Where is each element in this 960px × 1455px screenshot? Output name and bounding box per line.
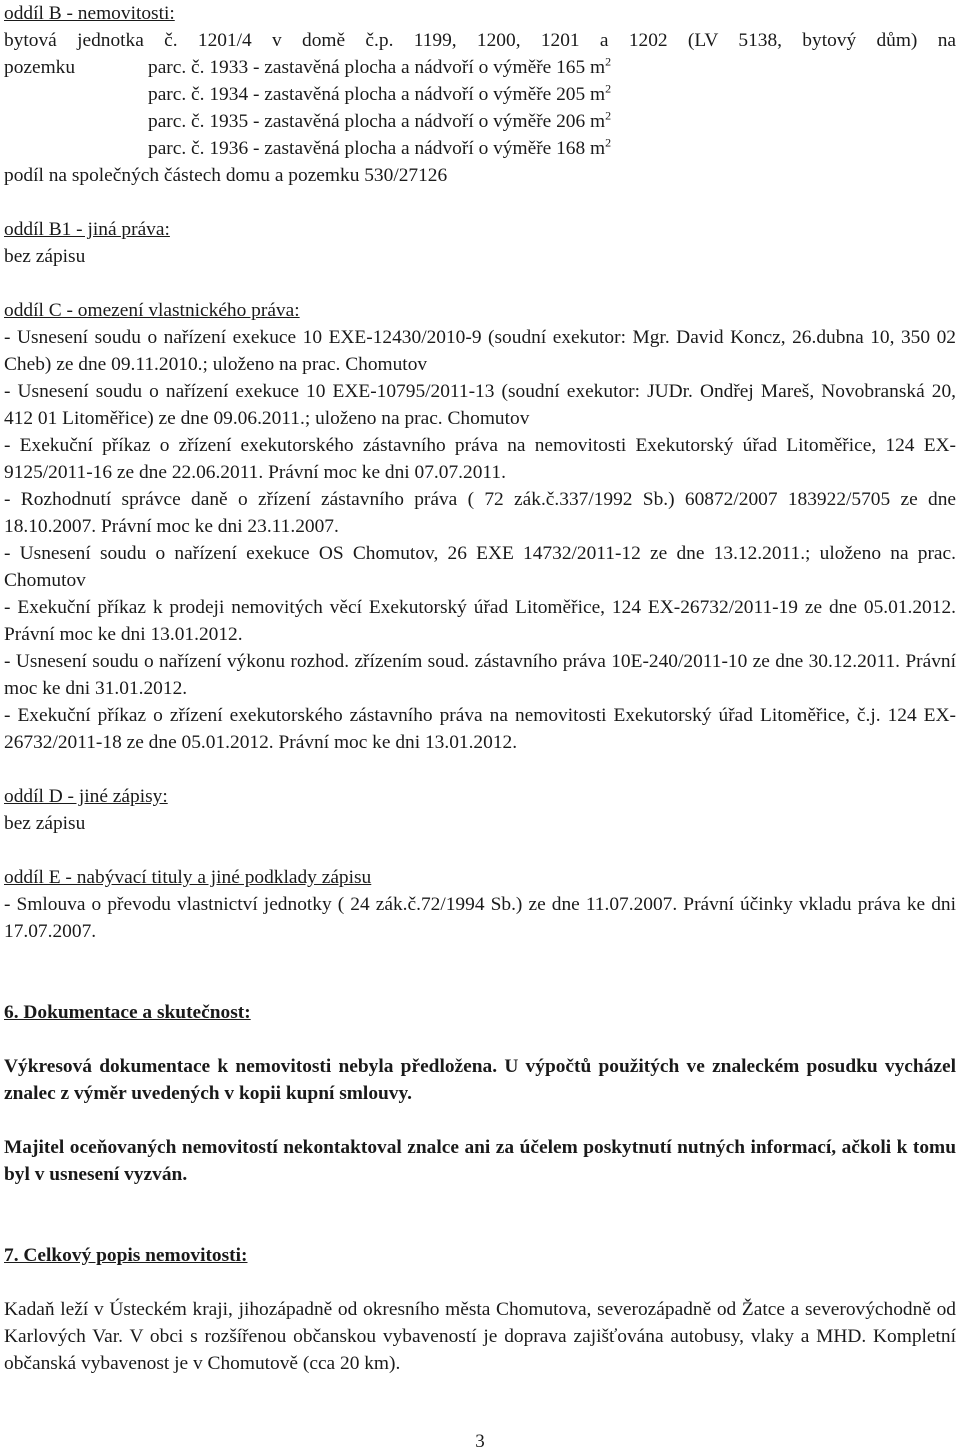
section-c-entry-2: - Usnesení soudu o nařízení exekuce 10 EXE-10795/2011-13 (soudní exekutor: JUDr. Ondřej Mareš, Novobranská 20, 412 01 Litoměřice) ze dne 09.06.2011.; uloženo na prac. Chomutov <box>4 381 956 429</box>
section-c-entry-4: - Rozhodnutí správce daně o zřízení zástavního práva ( 72 zák.č.337/1992 Sb.) 60872/2007 183922/5705 ze dne 18.10.2007. Právní moc ke dni 23.11.2007. <box>4 489 956 537</box>
parcel-4: parc. č. 1936 - zastavěná plocha a nádvoří o výměře 168 $m^2$ <box>148 135 612 159</box>
section-b1-text: bez zápisu <box>4 246 86 267</box>
section-6-paragraph-2: Majitel oceňovaných nemovitostí nekontaktoval znalce ani za účelem poskytnutí nutných informací, ačkoli k tomu byl v usnesení vyzván. <box>4 1137 956 1185</box>
document-page <box>4 0 956 1377</box>
parcel-1: parc. č. 1933 - zastavěná plocha a nádvoří o výměře 165 $m^2$ <box>148 54 612 78</box>
section-c-entry-5: - Usnesení soudu o nařízení exekuce OS Chomutov, 26 EXE 14732/2011-12 ze dne 13.12.2011.; uloženo na prac. Chomutov <box>4 543 956 591</box>
section-6-paragraph-1: Výkresová dokumentace k nemovitosti nebyla předložena. U výpočtů použitých ve znaleckém posudku vycházel znalec z výměr uvedených v kopii kupní smlouvy. <box>4 1056 956 1104</box>
section-e-heading: oddíl E - nabývací tituly a jiné podklady zápisu <box>4 867 372 888</box>
section-e-entry: - Smlouva o převodu vlastnictví jednotky ( 24 zák.č.72/1994 Sb.) ze dne 11.07.2007. Právní účinky vkladu práva ke dni 17.07.2007. <box>4 894 956 942</box>
section-7-heading: 7. Celkový popis nemovitosti: <box>4 1245 248 1266</box>
section-b-share: podíl na společných částech domu a pozemku 530/27126 <box>4 165 448 186</box>
section-7-paragraph: Kadaň leží v Ústeckém kraji, jihozápadně od okresního města Chomutova, severozápadně od Žatce a severovýchodně od Karlových Var. V obci s rozšířenou občanskou vybaveností je doprava zajišťována autobusy, vlaky a MHD. Kompletní občanská vybavenost je v Chomutově (cca 20 km). <box>4 1299 956 1374</box>
parcel-3: parc. č. 1935 - zastavěná plocha a nádvoří o výměře 206 $m^2$ <box>148 108 612 132</box>
section-c-entry-6: - Exekuční příkaz k prodeji nemovitých věcí Exekutorský úřad Litoměřice, 124 EX-26732/2011-19 ze dne 05.01.2012. Právní moc ke dni 13.01.2012. <box>4 597 956 645</box>
parcel-2: parc. č. 1934 - zastavěná plocha a nádvoří o výměře 205 $m^2$ <box>148 81 612 105</box>
section-c-entry-3: - Exekuční příkaz o zřízení exekutorského zástavního práva na nemovitosti Exekutorský úřad Litoměřice, 124 EX-9125/2011-16 ze dne 22.06.2011. Právní moc ke dni 07.07.2011. <box>4 435 956 483</box>
section-d-heading: oddíl D - jiné zápisy: <box>4 786 168 807</box>
section-b-parcel-row-1 <box>4 54 956 81</box>
section-c-entry-8: - Exekuční příkaz o zřízení exekutorského zástavního práva na nemovitosti Exekutorský úřad Litoměřice, č.j. 124 EX-26732/2011-18 ze dne 05.01.2012. Právní moc ke dni 13.01.2012. <box>4 705 956 753</box>
section-d-text: bez zápisu <box>4 813 86 834</box>
section-b1-heading: oddíl B1 - jiná práva: <box>4 219 170 240</box>
section-c-heading: oddíl C - omezení vlastnického práva: <box>4 300 300 321</box>
section-c-entry-7: - Usnesení soudu o nařízení výkonu rozhod. zřízením soud. zástavního práva 10E-240/2011-10 ze dne 30.12.2011. Právní moc ke dni 31.01.2012. <box>4 651 956 699</box>
page-number: 3 <box>475 1431 485 1452</box>
section-b-line1: bytová jednotka č. 1201/4 v domě č.p. 1199, 1200, 1201 a 1202 (LV 5138, bytový dům) na <box>4 30 956 51</box>
section-6-heading: 6. Dokumentace a skutečnost: <box>4 1002 251 1023</box>
section-c-entry-1: - Usnesení soudu o nařízení exekuce 10 EXE-12430/2010-9 (soudní exekutor: Mgr. David Koncz, 26.dubna 10, 350 02 Cheb) ze dne 09.11.2010.; uloženo na prac. Chomutov <box>4 327 956 375</box>
section-b-heading: oddíl B - nemovitosti: <box>4 3 175 24</box>
section-b-pozemku-label: pozemku <box>4 57 76 78</box>
